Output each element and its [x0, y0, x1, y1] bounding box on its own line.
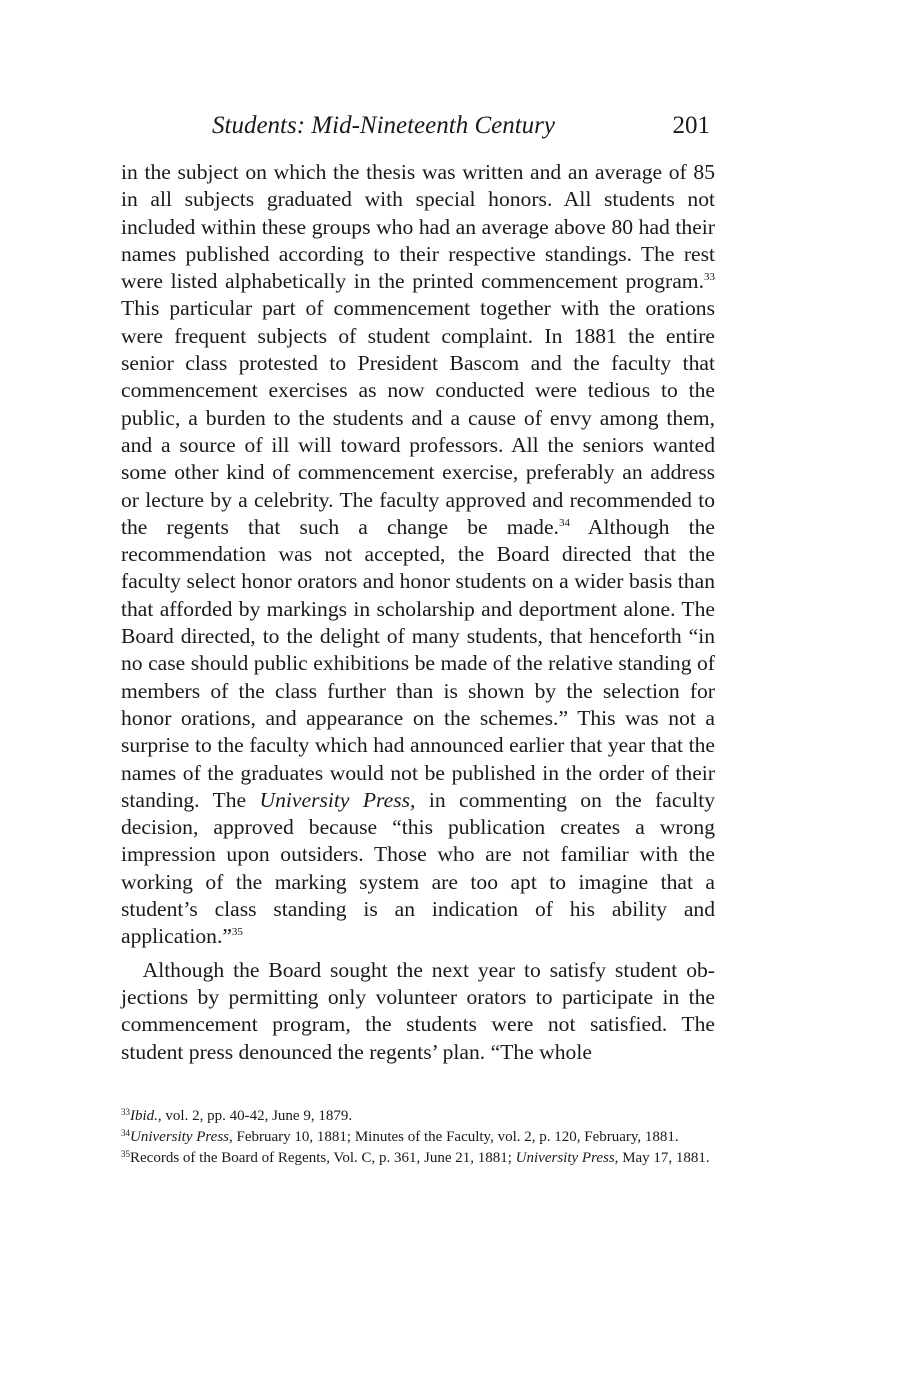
text-run: in commenting on the faculty decision, approved because “this publication creates a wrong impression upon outsiders. Those who are not familiar with the working of the marking system are too apt to imagine that a student’s class standing is an indication of his ability and application.”	[121, 787, 715, 949]
text-run: Although the recommendation was not accepted, the Board directed that the faculty select honor orators and honor students on a wider basis than that afforded by markings in scholarship and deportment alone. The Board directed, to the delight of many students, that henceforth “in no case should public exhibitions be made of the relative standing of members of the class further than is shown by the selection for honor orations, and appearance on the schemes.” This was not a surprise to the faculty which had announced earlier that year that the names of the graduates would not be published in the order of their standing. The	[121, 514, 715, 812]
running-head	[120, 112, 712, 152]
running-title: Students: Mid-Nineteenth Century	[212, 112, 555, 139]
footnote	[121, 1127, 715, 1148]
text-run: May 17, 1881.	[618, 1150, 710, 1166]
footnote-number: 34	[121, 1128, 130, 1138]
footnote-reference: 35	[231, 926, 243, 939]
footnotes	[121, 1106, 715, 1169]
italic-title: Ibid.,	[130, 1108, 162, 1124]
footnote-reference: 34	[558, 516, 570, 529]
body-text	[121, 159, 715, 1066]
body-paragraph	[121, 159, 715, 951]
page-number: 201	[672, 112, 710, 139]
italic-title: University Press,	[130, 1129, 233, 1145]
footnote-reference: 33	[704, 271, 715, 284]
footnote	[121, 1148, 715, 1169]
footnote-number: 33	[121, 1107, 130, 1117]
footnote	[121, 1106, 715, 1127]
text-run: in the subject on which the thesis was written and an average of 85 in all subjects graduated with special honors. All students not included within these groups who had an average above 80 had their names published according to their respective standings. The rest were listed alphabetically in the printed commencement program.	[121, 160, 715, 294]
text-run: Although the Board sought the next year to satisfy student objections by permitting only volunteer orators to participate in the commencement program, the students were not satisfied. The student press denounced the regents’ plan. “The whole	[121, 957, 715, 1064]
text-run: Records of the Board of Regents, Vol. C, p. 361, June 21, 1881;	[130, 1150, 516, 1166]
italic-title: University Press,	[259, 787, 416, 812]
body-paragraph	[121, 957, 715, 1066]
text-run: February 10, 1881; Minutes of the Faculty, vol. 2, p. 120, February, 1881.	[232, 1129, 679, 1145]
footnote-number: 35	[121, 1149, 130, 1159]
text-run: This particular part of commencement together with the orations were frequent subjects of student complaint. In 1881 the entire senior class protested to President Bascom and the faculty that commencement exercises as now conducted were tedious to the public, a burden to the students and a cause of envy among them, and a source of ill will toward professors. All the seniors wanted some other kind of commencement exercise, preferably an address or lecture by a celebrity. The faculty approved and recommended to the regents that such a change be made.	[121, 296, 715, 539]
italic-title: University Press,	[515, 1150, 619, 1166]
text-run: vol. 2, pp. 40-42, June 9, 1879.	[161, 1108, 353, 1124]
